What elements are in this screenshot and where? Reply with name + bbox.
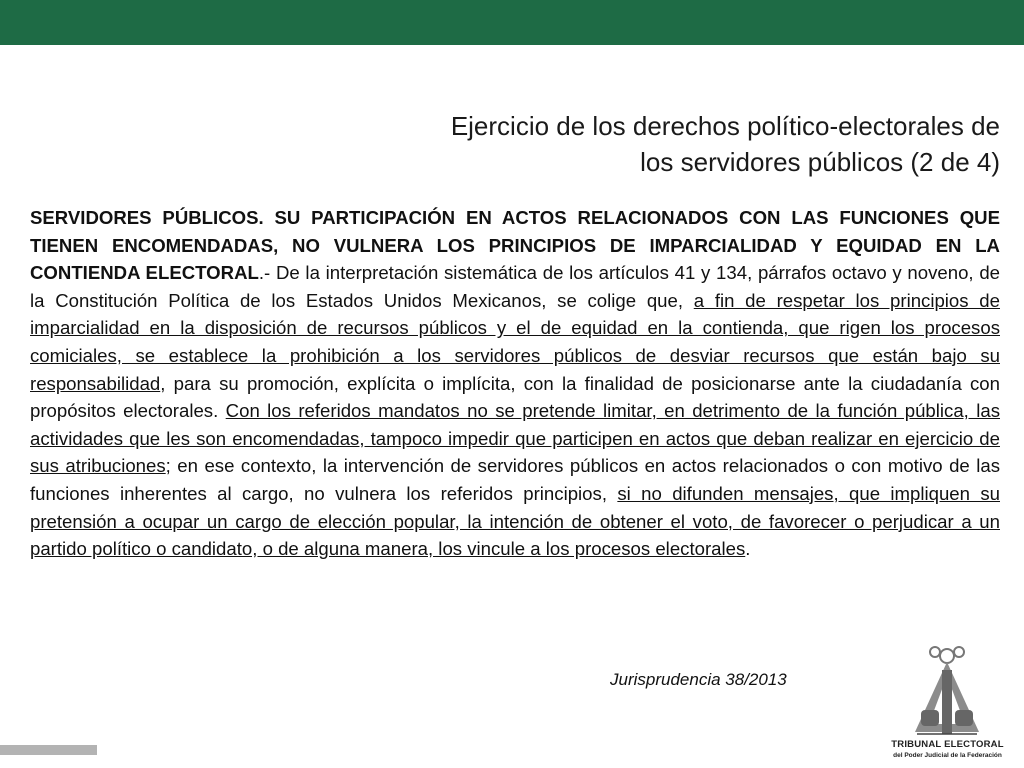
jurisprudence-text — [30, 204, 1000, 563]
logo-text-line2: del Poder Judicial de la Federación — [893, 752, 1002, 759]
body-text-3: ; en ese contexto, la intervención de servidores públicos en actos relacionados o con motivo de las funciones inherentes al cargo, no vulnera los referidos principios, — [30, 455, 1000, 504]
top-header-bar — [0, 0, 1024, 45]
bottom-accent-bar — [0, 745, 97, 755]
underlined-text-1: a fin de respetar los principios de imparcialidad en la disposición de recursos públicos y el de equidad en la contienda, que rigen los procesos comiciales, se establece la prohibición a los servidores públicos de desviar recursos que están bajo su responsabilidad — [30, 289, 1000, 394]
slide-title-line1: Ejercicio de los derechos político-electorales de — [450, 111, 1000, 141]
citation: Jurisprudencia 38/2013 — [610, 670, 787, 689]
body-text-2: , para su promoción, explícita o implícita, con la finalidad de posicionarse ante la ciudadanía con propósitos electorales. — [30, 372, 1000, 422]
body-text-4: . — [745, 538, 751, 560]
slide-title-line2: los servidores públicos (2 de 4) — [640, 147, 1000, 177]
underlined-text-3: si no difunden mensajes, que impliquen su pretensión a ocupar un cargo de elección popular, la intención de obtener el voto, de favorecer o perjudicar a un partido político o candidato, o de alguna manera, los vincule a los procesos electorales — [30, 482, 1000, 560]
logo-text-line1: TRIBUNAL ELECTORAL — [891, 739, 1004, 750]
underlined-text-2: Con los referidos mandatos no se pretende limitar, en detrimento de la función pública, las actividades que les son encomendadas, tampoco impedir que participen en actos que deban realizar en ejercicio de sus atribuciones — [30, 400, 1000, 477]
jurisprudence-heading: SERVIDORES PÚBLICOS. SU PARTICIPACIÓN EN ACTOS RELACIONADOS CON LAS FUNCIONES QUE TIENEN ENCOMENDADAS, NO VULNERA LOS PRINCIPIOS DE IMPARCIALIDAD Y EQUIDAD EN LA CONTIENDA ELECTORAL — [30, 207, 1000, 284]
slide-title — [230, 108, 1000, 180]
body-text-1: .- De la interpretación sistemática de los artículos 41 y 134, párrafos octavo y noveno, de la Constitución Política de los Estados Unidos Mexicanos, se colige que, — [30, 262, 1000, 311]
